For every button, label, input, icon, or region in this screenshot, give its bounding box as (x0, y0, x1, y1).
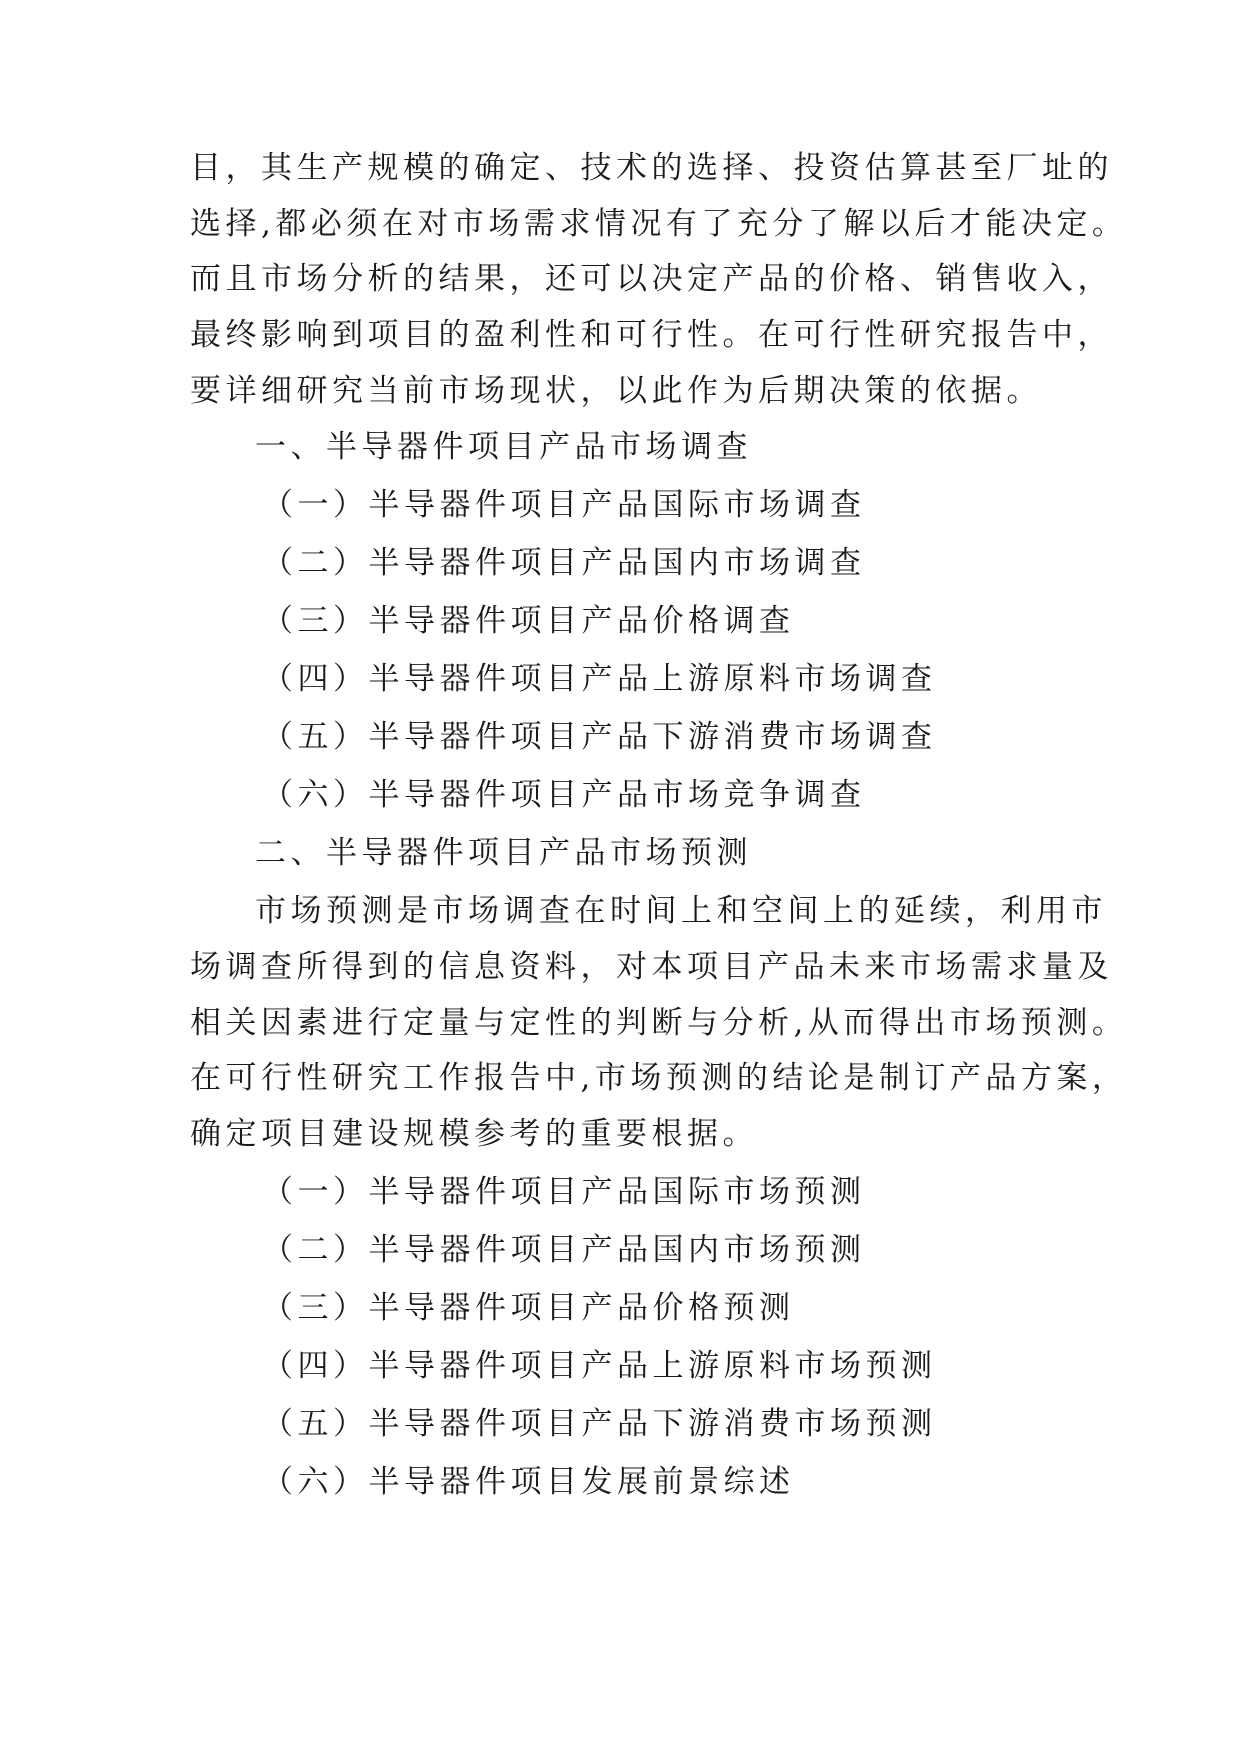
section-heading: 一、半导器件项目产品市场调查 (255, 429, 752, 465)
paragraph-line: 相关因素进行定量与定性的判断与分析,从而得出市场预测。 (190, 1005, 1128, 1041)
paragraph-line: 目，其生产规模的确定、技术的选择、投资估算甚至厂址的 (190, 150, 1113, 186)
list-item: （五）半导器件项目产品下游消费市场预测 (262, 1406, 937, 1442)
list-item: （一）半导器件项目产品国际市场调查 (262, 487, 866, 523)
paragraph-line: 最终影响到项目的盈利性和可行性。在可行性研究报告中， (190, 317, 1113, 353)
list-item: （四）半导器件项目产品上游原料市场预测 (262, 1348, 937, 1384)
paragraph-line: 选择,都必须在对市场需求情况有了充分了解以后才能决定。 (190, 206, 1128, 242)
list-item: （三）半导器件项目产品价格调查 (262, 603, 795, 639)
list-item: （四）半导器件项目产品上游原料市场调查 (262, 661, 937, 697)
paragraph-line: 在可行性研究工作报告中,市场预测的结论是制订产品方案， (190, 1060, 1128, 1096)
list-item: （三）半导器件项目产品价格预测 (262, 1290, 795, 1326)
section-heading: 二、半导器件项目产品市场预测 (255, 835, 752, 871)
paragraph-line: 而且市场分析的结果，还可以决定产品的价格、销售收入， (190, 261, 1113, 297)
list-item: （二）半导器件项目产品国内市场预测 (262, 1232, 866, 1268)
list-item: （一）半导器件项目产品国际市场预测 (262, 1174, 866, 1210)
paragraph-line: 市场预测是市场调查在时间上和空间上的延续，利用市 (255, 893, 1107, 929)
list-item: （二）半导器件项目产品国内市场调查 (262, 545, 866, 581)
list-item: （六）半导器件项目产品市场竞争调查 (262, 777, 866, 813)
paragraph-line: 场调查所得到的信息资料，对本项目产品未来市场需求量及 (190, 949, 1113, 985)
paragraph-line: 要详细研究当前市场现状，以此作为后期决策的依据。 (190, 373, 1042, 409)
paragraph-line: 确定项目建设规模参考的重要根据。 (190, 1116, 758, 1152)
list-item: （五）半导器件项目产品下游消费市场调查 (262, 719, 937, 755)
list-item: （六）半导器件项目发展前景综述 (262, 1464, 795, 1500)
